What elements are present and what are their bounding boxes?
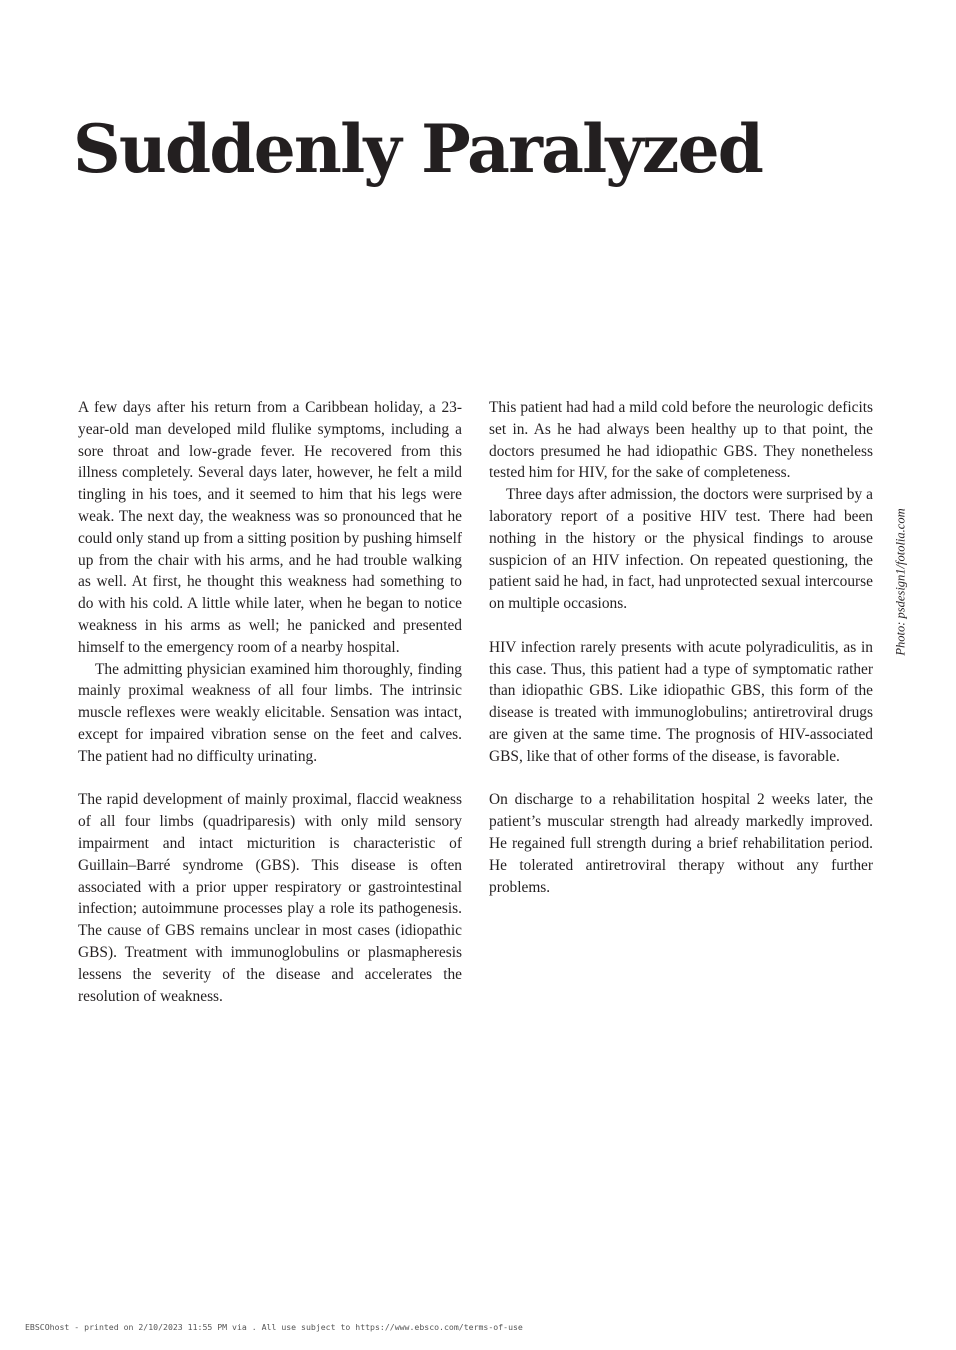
examination-paragraph: The admitting physician examined him thoroughly, finding mainly proximal weakness of all four limbs. The intrinsic muscle reflexes were weakly elicitable. Sensation was intact, except for impaired vibration sense on the feet and calves. The patient had no difficulty urinating. — [78, 660, 462, 765]
lab-report-paragraph: Three days after admission, the doctors were surprised by a laboratory report of a positive HIV test. There had been nothing in the history or the physical findings to arouse suspicion of an HIV infection. On repeated questioning, the patient said he had, in fact, had unprotected sexual intercourse on multiple occasions. — [489, 486, 873, 613]
gbs-explanation-paragraph: The rapid development of mainly proximal, flaccid weakness of all four limbs (quadriparesis) with only mild sensory impairment and intact micturition is characteristic of Guillain–Barré syndrome (GBS). This disease is often associated with a prior upper respiratory or gastrointestinal infection; autoimmune processes play a role its pathogenesis. The cause of GBS remains unclear in most cases (idiopathic GBS). Treatment with immunoglobulins or plasmapheresis lessens the severity of the disease and accelerates the resolution of weakness. — [78, 791, 462, 1005]
right-text-column — [489, 397, 873, 898]
hiv-gbs-paragraph: HIV infection rarely presents with acute polyradiculitis, as in this case. Thus, this patient had a type of symptomatic rather than idiopathic GBS. Like idiopathic GBS, this form of the disease is treated with immunoglobulins; antiretroviral drugs are given at the same time. The prognosis of HIV-associated GBS, like that of other forms of the disease, is favorable. — [489, 638, 873, 765]
photo-credit: Photo: psdesign1/fotolia.com — [893, 508, 908, 656]
footer-note: EBSCOhost - printed on 2/10/2023 11:55 PM via . All use subject to https://www.ebsco.com/terms-of-use — [25, 1322, 523, 1332]
outcome-paragraph: On discharge to a rehabilitation hospital 2 weeks later, the patient’s muscular strength had already markedly improved. He regained full strength during a brief rehabilitation period. He tolerated antiretroviral therapy without any further problems. — [489, 791, 873, 896]
page-title: Suddenly Paralyzed — [73, 110, 763, 188]
left-text-column — [78, 397, 462, 1007]
case-history-paragraph: A few days after his return from a Caribbean holiday, a 23-year-old man developed mild flulike symptoms, including a sore throat and low-grade fever. He recovered from this illness completely. Several days later, however, he felt a mild tingling in his toes, and it seemed to him that his legs were weak. The next day, the weakness was so pronounced that he could only stand up from a sitting position by pushing himself up from the chair with his arms, and he had trouble walking as well. At first, he thought this weakness had something to do with his cold. A little while later, when he began to notice weakness in his arms as well; he panicked and presented himself to the emergency room of a nearby hospital. — [78, 399, 462, 656]
hiv-testing-paragraph: This patient had had a mild cold before the neurologic deficits set in. As he had always been healthy up to that point, the doctors presumed he had idiopathic GBS. They nonetheless tested him for HIV, for the sake of completeness. — [489, 399, 873, 482]
